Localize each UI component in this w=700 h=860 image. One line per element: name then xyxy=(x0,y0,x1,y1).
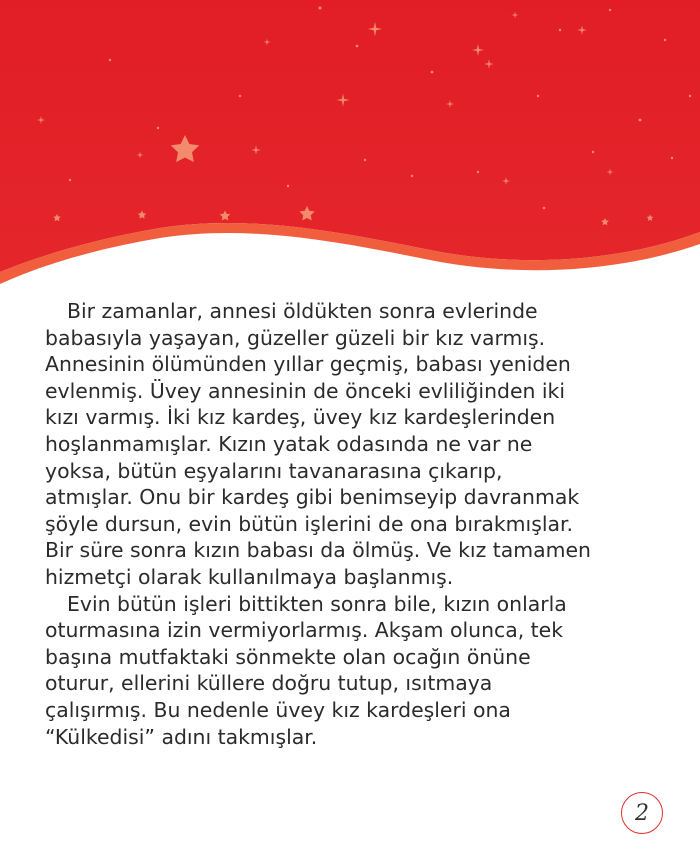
story-line: Bir zamanlar, annesi öldükten sonra evlerinde xyxy=(67,299,538,323)
story-line: “Külkedisi” adını takmışlar. xyxy=(45,724,318,749)
story-line: hizmetçi olarak kullanılmaya başlanmış. xyxy=(45,564,454,589)
story-line: oturur, ellerini küllere doğru tutup, ısıtmaya xyxy=(45,671,493,696)
red-banner xyxy=(0,0,700,290)
page-number-badge xyxy=(621,792,663,834)
story-line: hoşlanmamışlar. Kızın yatak odasında ne var ne xyxy=(45,431,533,456)
story-line: oturmasına izin vermiyorlarmış. Akşam olunca, tek xyxy=(45,618,564,643)
story-line: Bir süre sonra kızın babası da ölmüş. Ve kız tamamen xyxy=(45,538,591,563)
story-line: evlenmiş. Üvey annesinin de önceki evliliğinden iki xyxy=(45,378,566,403)
story-line: başına mutfaktaki sönmekte olan ocağın önüne xyxy=(45,644,531,669)
story-line: Evin bütün işleri bittikten sonra bile, kızın onlarla xyxy=(67,591,567,616)
story-line: şöyle dursun, evin bütün işlerini de ona bırakmışlar. xyxy=(45,511,573,536)
story-line: çalışırmış. Bu nedenle üvey kız kardeşleri ona xyxy=(45,697,511,722)
story-text xyxy=(45,298,685,750)
story-line: kızı varmış. İki kız kardeş, üvey kız kardeşlerinden xyxy=(45,405,556,430)
page-number: 2 xyxy=(635,800,649,826)
story-line: babasıyla yaşayan, güzeller güzeli bir kız varmış. xyxy=(45,325,546,350)
story-line: yoksa, bütün eşyalarını tavanarasına çıkarıp, xyxy=(45,458,503,483)
story-line: Annesinin ölümünden yıllar geçmiş, babası yeniden xyxy=(45,352,571,377)
story-line: atmışlar. Onu bir kardeş gibi benimseyip davranmak xyxy=(45,485,580,510)
